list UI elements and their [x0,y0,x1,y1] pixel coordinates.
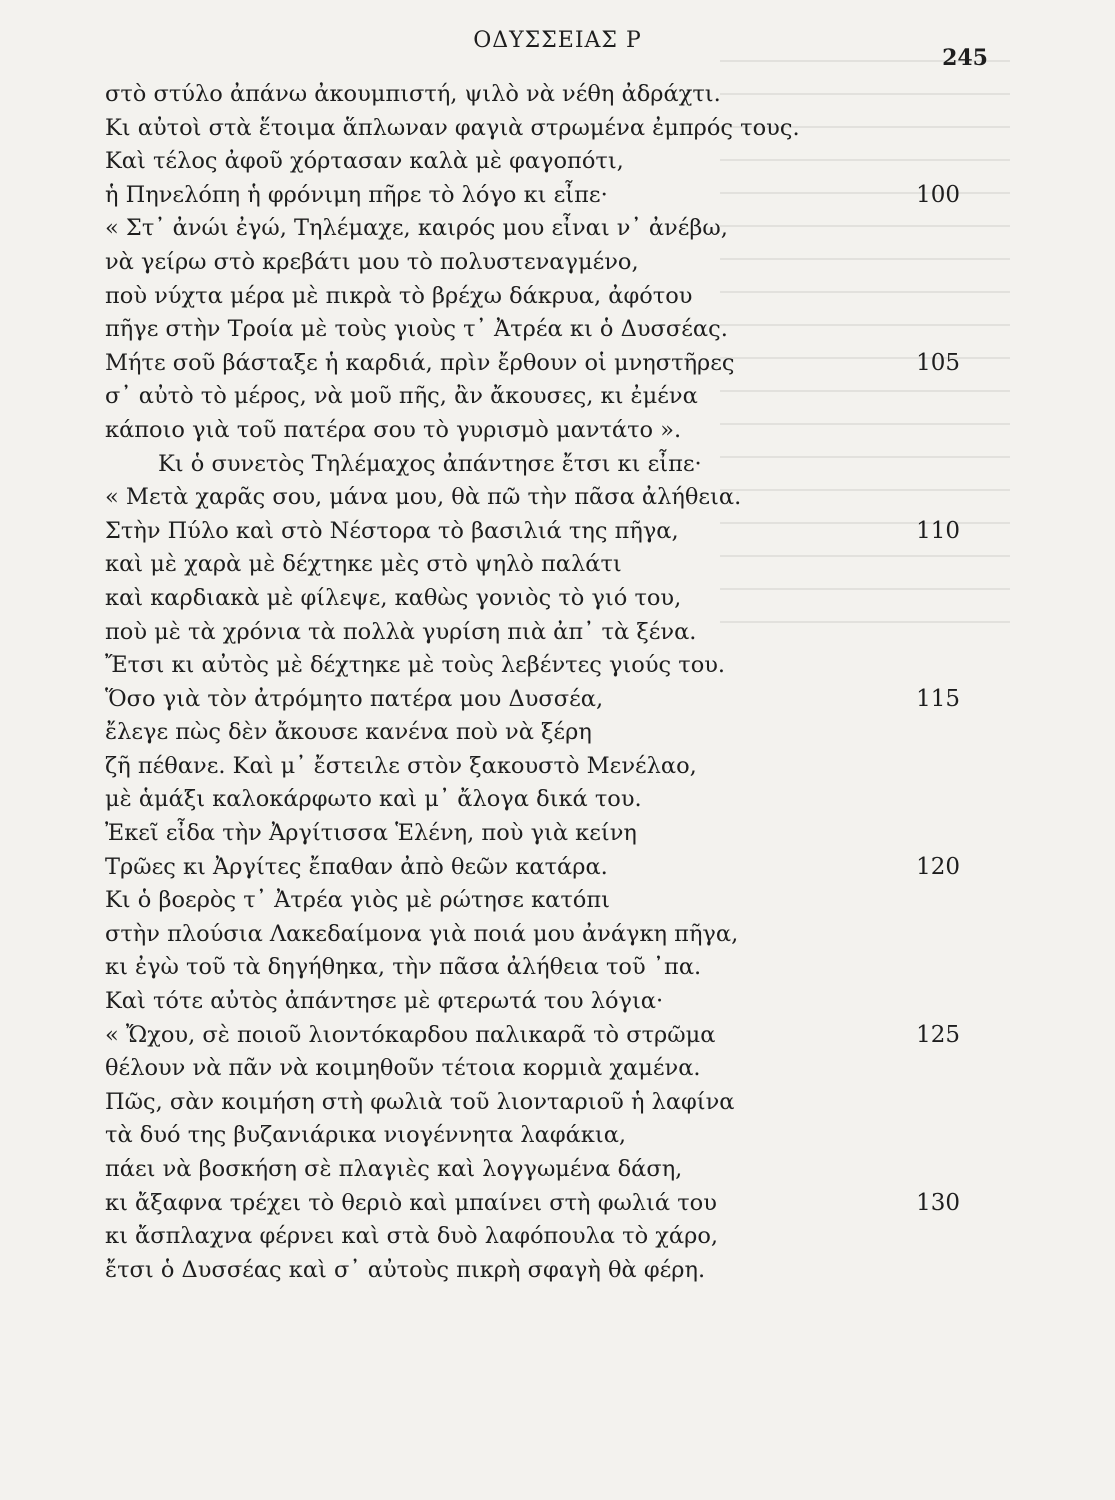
verse-line [0,414,1115,448]
verse-line [0,1153,1115,1187]
verse-text: Τρῶες κι Ἀργίτες ἔπαθαν ἀπὸ θεῶν κατάρα. [105,853,608,880]
verse-text: σ᾽ αὐτὸ τὸ μέρος, νὰ μοῦ πῆς, ἂν ἄκουσες, κι ἐμένα [105,383,698,410]
verse-text: « Ὤχου, σὲ ποιοῦ λιοντόκαρδου παλικαρᾶ τὸ στρῶμα [105,1021,716,1048]
verse-text: κι ἄξαφνα τρέχει τὸ θεριὸ καὶ μπαίνει στὴ φωλιά του [105,1189,717,1216]
verse-text: πάει νὰ βοσκήση σὲ πλαγιὲς καὶ λογγωμένα δάση, [105,1156,683,1182]
line-number: 110 [916,517,960,544]
verse-line [0,649,1115,683]
verse-line [0,280,1115,314]
verse-text: Κι αὐτοὶ στὰ ἕτοιμα ἅπλωναν φαγιὰ στρωμένα ἐμπρός τους. [105,114,800,141]
verse-line [0,582,1115,616]
verse-line [0,448,1115,482]
verse-text: καὶ μὲ χαρὰ μὲ δέχτηκε μὲς στὸ ψηλὸ παλάτι [105,551,622,578]
verse-text: κι ἐγὼ τοῦ τὰ δηγήθηκα, τὴν πᾶσα ἀλήθεια τοῦ ᾽πα. [105,954,702,981]
verse-line [0,1086,1115,1120]
verse-text: ἔτσι ὁ Δυσσέας καὶ σ᾽ αὐτοὺς πικρὴ σφαγὴ θὰ φέρη. [105,1256,706,1283]
line-number: 120 [916,853,960,880]
line-number: 130 [916,1189,960,1216]
verse-text: ποὺ μὲ τὰ χρόνια τὰ πολλὰ γυρίση πιὰ ἀπ᾽ τὰ ξένα. [105,618,697,645]
page-number: 245 [942,45,988,71]
verse-line [0,313,1115,347]
verse-text: Καὶ τότε αὐτὸς ἀπάντησε μὲ φτερωτά του λόγια· [105,988,664,1015]
verse-line [0,918,1115,952]
verse-text: ἡ Πηνελόπη ἡ φρόνιμη πῆρε τὸ λόγο κι εἶπε· [105,181,608,208]
verse-text: Ἐκεῖ εἶδα τὴν Ἀργίτισσα Ἑλένη, ποὺ γιὰ κείνη [105,820,637,847]
verse-text: ζῆ πέθανε. Καὶ μ᾽ ἔστειλε στὸν ξακουστὸ Μενέλαο, [105,752,697,779]
verse-line [0,750,1115,784]
verse-text: Ἔτσι κι αὐτὸς μὲ δέχτηκε μὲ τοὺς λεβέντες γιούς του. [105,652,726,679]
verse-text: μὲ ἁμάξι καλοκάρφωτο καὶ μ᾽ ἄλογα δικά του. [105,786,642,813]
verse-line [0,951,1115,985]
verse-text: « Στ᾽ ἀνώι ἐγώ, Τηλέμαχε, καιρός μου εἶναι ν᾽ ἀνέβω, [105,215,728,242]
verse-line [0,515,1115,549]
running-header: ΟΔΥΣΣΕΙΑΣ Ρ [473,28,642,53]
verse-line [0,347,1115,381]
verse-text: Πῶς, σὰν κοιμήση στὴ φωλιὰ τοῦ λιονταριοῦ ἡ λαφίνα [105,1088,735,1115]
verse-line [0,179,1115,213]
verse-text: ἔλεγε πὼς δὲν ἄκουσε κανένα ποὺ νὰ ξέρη [105,719,592,746]
verse-text: « Μετὰ χαρᾶς σου, μάνα μου, θὰ πῶ τὴν πᾶσα ἀλήθεια. [105,484,742,511]
verse-line [0,716,1115,750]
verse-text: Κι ὁ συνετὸς Τηλέμαχος ἀπάντησε ἔτσι κι εἶπε· [158,450,702,477]
verse-line [0,616,1115,650]
verse-text: στὸ στύλο ἀπάνω ἀκουμπιστή, ψιλὸ νὰ νέθη ἀδράχτι. [105,81,721,107]
line-number: 100 [916,181,960,208]
verse-line [0,380,1115,414]
verse-line [0,548,1115,582]
verse-line [0,1220,1115,1254]
verse-line [0,683,1115,717]
verse-text: Καὶ τέλος ἀφοῦ χόρτασαν καλὰ μὲ φαγοπότι, [105,148,624,175]
verse-text: Ὅσο γιὰ τὸν ἀτρόμητο πατέρα μου Δυσσέα, [105,685,604,712]
verse-text: πῆγε στὴν Τροία μὲ τοὺς γιοὺς τ᾽ Ἀτρέα κι ὁ Δυσσέας. [105,316,728,343]
verse-text: θέλουν νὰ πᾶν νὰ κοιμηθοῦν τέτοια κορμιὰ χαμένα. [105,1055,701,1082]
line-number: 105 [916,349,960,376]
verse-text: Στὴν Πύλο καὶ στὸ Νέστορα τὸ βασιλιά της πῆγα, [105,517,679,544]
verse-line [0,783,1115,817]
line-number: 125 [916,1021,960,1048]
verse-text: Κι ὁ βοερὸς τ᾽ Ἀτρέα γιὸς μὲ ρώτησε κατόπι [105,887,610,914]
verse-line [0,145,1115,179]
verse-line [0,112,1115,146]
verse-line [0,1019,1115,1053]
verse-line [0,817,1115,851]
verse-line [0,246,1115,280]
verse-line [0,1119,1115,1153]
verse-text: καὶ καρδιακὰ μὲ φίλεψε, καθὼς γονιὸς τὸ γιό του, [105,584,682,611]
verse-line [0,481,1115,515]
verse-text: κι ἄσπλαχνα φέρνει καὶ στὰ δυὸ λαφόπουλα τὸ χάρο, [105,1223,719,1250]
verse-text: κάποιο γιὰ τοῦ πατέρα σου τὸ γυρισμὸ μαντάτο ». [105,416,682,443]
verse-line [0,212,1115,246]
verse-text: ποὺ νύχτα μέρα μὲ πικρὰ τὸ βρέχω δάκρυα, ἀφότου [105,282,693,309]
verse-line [0,78,1115,112]
verse-text: στὴν πλούσια Λακεδαίμονα γιὰ ποιά μου ἀνάγκη πῆγα, [105,920,739,947]
verse-line [0,1052,1115,1086]
verse-line [0,851,1115,885]
verse-line [0,1187,1115,1221]
verse-text: τὰ δυό της βυζανιάρικα νιογέννητα λαφάκια, [105,1122,627,1149]
poem-text [0,78,1115,1287]
verse-line [0,985,1115,1019]
verse-line [0,884,1115,918]
verse-text: Μήτε σοῦ βάσταξε ἡ καρδιά, πρὶν ἔρθουν οἱ μνηστῆρες [105,349,735,376]
line-number: 115 [916,685,960,712]
verse-text: νὰ γείρω στὸ κρεβάτι μου τὸ πολυστεναγμένο, [105,248,639,275]
verse-line [0,1254,1115,1288]
